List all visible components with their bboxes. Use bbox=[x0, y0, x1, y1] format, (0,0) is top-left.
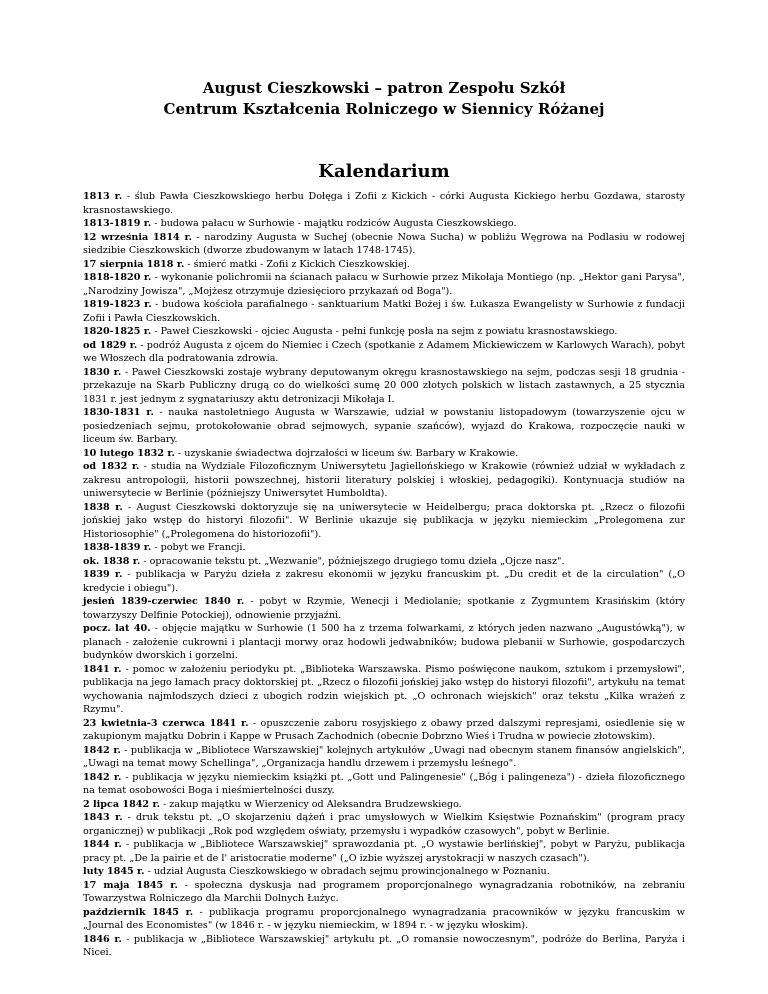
entry-text: - śmierć matki - Zofii z Kickich Cieszkowskiej. bbox=[184, 258, 410, 270]
timeline-entry bbox=[83, 865, 685, 879]
entry-date: od 1829 r. bbox=[83, 339, 138, 351]
entry-text: - studia na Wydziale Filozoficznym Uniwersytetu Jagiellońskiego w Krakowie (również udział w wykładach z zakresu antropologii, historii powszechnej, historii literatury polskiej i włoskiej, pedagogiki). Kontynuacja studiów na uniwersytecie w Berlinie (późniejszy Uniwersytet Humboldta). bbox=[83, 461, 685, 499]
timeline-entry bbox=[83, 663, 685, 717]
timeline-entry bbox=[83, 501, 685, 542]
entry-date: październik 1845 r. bbox=[83, 906, 194, 918]
entry-date: 1820-1825 r. bbox=[83, 326, 152, 337]
timeline-entry bbox=[83, 460, 685, 501]
entry-date: 1846 r. bbox=[83, 933, 122, 945]
timeline-entry bbox=[83, 190, 685, 217]
entry-date: 1844 r. bbox=[83, 839, 122, 850]
entry-text: - wykonanie polichromii na ścianach pałacu w Surhowie przez Mikołaja Montiego (np. „Hektor gani Parysa", „Narodziny Jowisza", „Mojżesz otrzymuje dziesięcioro przykazań od Boga"). bbox=[83, 272, 685, 297]
entry-date: 1838-1839 r. bbox=[83, 542, 152, 553]
timeline-entry bbox=[83, 406, 685, 447]
entry-date: 1841 r. bbox=[83, 663, 122, 675]
timeline-entry bbox=[83, 447, 685, 461]
timeline-entry bbox=[83, 717, 685, 744]
timeline-entry bbox=[83, 838, 685, 865]
entry-date: 1813-1819 r. bbox=[83, 218, 152, 229]
entry-text: - Paweł Cieszkowski - ojciec Augusta - pełni funkcję posła na sejm z powiatu krasnostawskiego. bbox=[151, 326, 618, 337]
entry-text: - opuszczenie zaboru rosyjskiego z obawy przed dalszymi represjami, osiedlenie się w zakupionym majątku Dobrin i Kappe w Prusach Zachodnich (obecnie Dobrzno Wieś i Trudna w powiecie złotowskim). bbox=[83, 717, 685, 742]
timeline-entry bbox=[83, 811, 685, 838]
timeline-entry bbox=[83, 568, 685, 595]
entry-text: - opracowanie tekstu pt. „Wezwanie", późniejszego drugiego tomu dzieła „Ojcze nasz". bbox=[140, 555, 565, 567]
entry-date: 17 sierpnia 1818 r. bbox=[83, 258, 185, 270]
entry-text: - pobyt we Francji. bbox=[151, 542, 246, 553]
timeline-entry bbox=[83, 366, 685, 407]
timeline-entry bbox=[83, 622, 685, 663]
timeline-entry bbox=[83, 744, 685, 771]
timeline-entry bbox=[83, 798, 685, 812]
entry-date: 1819-1823 r. bbox=[83, 299, 152, 310]
entry-date: 1842 r. bbox=[83, 744, 121, 756]
entry-text: - budowa pałacu w Surhowie - majątku rodziców Augusta Cieszkowskiego. bbox=[151, 218, 517, 229]
timeline-entry bbox=[83, 879, 685, 906]
timeline-entry bbox=[83, 339, 685, 366]
entry-date: 1830 r. bbox=[83, 366, 122, 378]
entry-text: - August Cieszkowski doktoryzuje się na uniwersytecie w Heidelbergu; praca doktorska pt. „Rzecz o filozofii jońskiej jako wstęp do historyi filozofii". W Berlinie ukazuje się publikacja w języku niemieckim „Prolegomena zur Historiosophie" („Prolegomena do historiozofii"). bbox=[83, 501, 685, 540]
entry-date: 1839 r. bbox=[83, 569, 123, 580]
timeline-entry bbox=[83, 231, 685, 258]
entry-date: 1830-1831 r. bbox=[83, 407, 154, 418]
timeline-entry bbox=[83, 217, 685, 231]
entry-text: - podróż Augusta z ojcem do Niemiec i Czech (spotkanie z Adamem Mickiewiczem w Karlowych Warach), pobyt we Włoszech dla podratowania zdrowia. bbox=[83, 339, 685, 364]
section-heading: Kalendarium bbox=[318, 161, 450, 182]
entry-text: - pobyt w Rzymie, Wenecji i Mediolanie; spotkanie z Zygmuntem Krasińskim (który towarzyszy Delfinie Potockiej), odnowienie przyjaźni. bbox=[83, 596, 686, 621]
entry-text: - nauka nastoletniego Augusta w Warszawie, udział w powstaniu listopadowym (towarzyszenie ojcu w posiedzeniach sejmu, protokołowanie obrad sejmowych, sypanie szańców), wyjazd do Krakowa, rozpoczęcie nauki w liceum św. Barbary. bbox=[83, 407, 685, 445]
entry-text: - społeczna dyskusja nad programem proporcjonalnego wynagradzania robotników, na zebraniu Towarzystwa Rolniczego dla Marchii Dolnych Łużyc. bbox=[83, 879, 685, 904]
entry-date: ok. 1838 r. bbox=[83, 555, 141, 567]
document-title-line-1: August Cieszkowski – patron Zespołu Szkół bbox=[202, 79, 566, 97]
entry-date: 1843 r. bbox=[83, 812, 123, 823]
entry-text: - udział Augusta Cieszkowskiego w obradach sejmu prowincjonalnego w Poznaniu. bbox=[144, 866, 550, 877]
entry-text: - ślub Pawła Cieszkowskiego herbu Dołęga i Zofii z Kickich - córki Augusta Kickiego herbu Gozdawa, starosty krasnostawskiego. bbox=[83, 191, 685, 216]
entry-text: - uzyskanie świadectwa dojrzałości w liceum św. Barbary w Krakowie. bbox=[174, 447, 519, 459]
entry-text: - narodziny Augusta w Suchej (obecnie Nowa Sucha) w pobliżu Węgrowa na Podlasiu w rodowej siedzibie Cieszkowskich (dworze zbudowanym w latach 1748-1745). bbox=[83, 231, 686, 256]
entry-date: 17 maja 1845 r. bbox=[83, 879, 178, 891]
timeline-entry bbox=[83, 258, 685, 272]
entry-date: luty 1845 r. bbox=[83, 866, 145, 877]
entry-text: - budowa kościoła parafialnego - sanktuarium Matki Bożej i św. Łukasza Ewangelisty w Surhowie z fundacji Zofii i Pawła Cieszkowskich. bbox=[83, 299, 685, 324]
timeline-entry bbox=[83, 555, 685, 569]
entry-date: 1842 r. bbox=[83, 771, 122, 783]
entry-text: - publikacja w „Bibliotece Warszawskiej" kolejnych artykułów „Uwagi nad obecnym stanem finansów angielskich", „Uwagi na temat mowy Schellinga", „Organizacja handlu drzewem i przemysłu leśnego". bbox=[83, 744, 685, 769]
entry-date: 10 lutego 1832 r. bbox=[83, 447, 175, 459]
timeline-entry bbox=[83, 271, 685, 298]
entry-date: 23 kwietnia-3 czerwca 1841 r. bbox=[83, 717, 249, 729]
timeline-entry bbox=[83, 595, 685, 622]
entry-date: 2 lipca 1842 r. bbox=[83, 798, 160, 810]
entry-date: od 1832 r. bbox=[83, 461, 140, 472]
document-title-line-2: Centrum Kształcenia Rolniczego w Siennicy Różanej bbox=[163, 100, 605, 118]
entry-text: - publikacja w Paryżu dzieła z zakresu ekonomii w języku francuskim pt. „Du credit et de la circulation" („O kredycie i obiegu"). bbox=[83, 569, 685, 594]
entry-text: - publikacja programu proporcjonalnego wynagradzania pracowników w języku francuskim w „Journal des Economistes" (w 1846 r. - w języku niemieckim, w 1894 r. - w języku włoskim). bbox=[83, 906, 686, 931]
entry-text: - pomoc w założeniu periodyku pt. „Biblioteka Warszawska. Pismo poświęcone naukom, sztukom i przemysłowi", publikacja na jego łamach pracy doktorskiej pt. „Rzecz o filozofii jońskiej jako wstęp do historyi filozofii", artykułu na temat wychowania najmłodszych dzieci z ubogich rodzin wiejskich pt. „O ochronach wiejskich" oraz tekstu „Kilka wrażeń z Rzymu". bbox=[83, 663, 686, 715]
timeline-entry bbox=[83, 771, 685, 798]
entry-text: - objęcie majątku w Surhowie (1 500 ha z trzema folwarkami, z których jeden nazwano „Augustówką"), w planach - założenie cukrowni i plantacji morwy oraz hodowli jedwabników; budowa plebanii w Surhowie, gospodarczych budynków dworskich i gorzelni. bbox=[83, 623, 686, 661]
entry-date: 1813 r. bbox=[83, 191, 123, 202]
entry-text: - publikacja w języku niemieckim książki pt. „Gott und Palingenesie" („Bóg i palingeneza") - dzieła filozoficznego na temat osobowości Boga i nieśmiertelności duszy. bbox=[83, 771, 685, 796]
timeline-entry bbox=[83, 933, 685, 960]
timeline-entry bbox=[83, 298, 685, 325]
entry-text: - zakup majątku w Wierzenicy od Aleksandra Brudzewskiego. bbox=[159, 798, 462, 810]
entry-text: - publikacja w „Bibliotece Warszawskiej" sprawozdania pt. „O wystawie berlińskiej", pobyt w Paryżu, publikacja pracy pt. „De la pairie et de l' aristocratie moderne" („O izbie wyższej arystokracji w naszych czasach"). bbox=[83, 839, 685, 864]
entry-date: jesień 1839-czerwiec 1840 r. bbox=[83, 596, 245, 607]
timeline-entry bbox=[83, 906, 685, 933]
entry-date: 1818-1820 r. bbox=[83, 272, 152, 283]
entry-date: 12 września 1814 r. bbox=[83, 231, 192, 243]
timeline-list bbox=[83, 190, 685, 960]
timeline-entry bbox=[83, 325, 685, 339]
entry-text: - publikacja w „Bibliotece Warszawskiej" artykułu pt. „O romansie nowoczesnym", podróże do Berlina, Paryża i Nicei. bbox=[83, 933, 685, 958]
document-header bbox=[83, 78, 685, 120]
timeline-entry bbox=[83, 541, 685, 555]
entry-text: - Paweł Cieszkowski zostaje wybrany deputowanym okręgu krasnostawskiego na sejm, podczas sesji 18 grudnia - przekazuje na Skarb Publiczny drugą co do wielkości sumę 20 000 złotych polskich w listach zastawnych, a 25 stycznia 1831 r. jest jednym z sygnatariuszy aktu detronizacji Mikołaja I. bbox=[83, 366, 685, 405]
entry-date: 1838 r. bbox=[83, 501, 123, 513]
entry-text: - druk tekstu pt. „O skojarzeniu dążeń i prac umysłowych w Wielkim Księstwie Poznańskim" (program pracy organicznej) w publikacji „Rok pod względem oświaty, przemysłu i wypadków czasowych", pobyt w Berlinie. bbox=[83, 812, 685, 837]
entry-date: pocz. lat 40. bbox=[83, 623, 151, 634]
